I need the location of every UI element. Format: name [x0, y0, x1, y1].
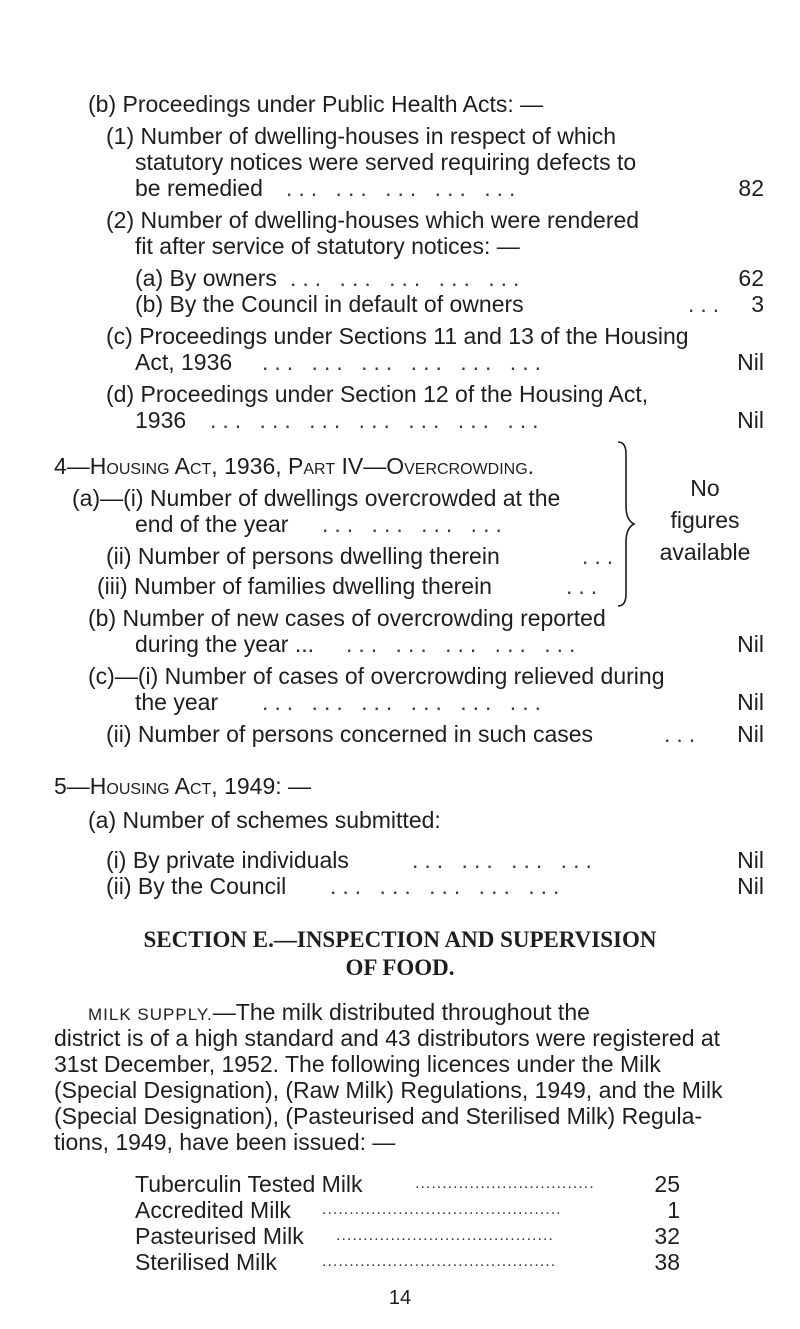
milk-supply-lead: MILK SUPPLY.	[88, 1005, 213, 1024]
milk-supply-line-3: 31st December, 1952. The following licences under the Milk	[54, 1051, 661, 1077]
item-1-line-2: statutory notices were served requiring defects to	[135, 149, 637, 175]
section-4-c-i-line-2: the year	[135, 689, 219, 715]
section-d-line-2: 1936	[135, 407, 187, 433]
item-2a-value: 62	[738, 265, 764, 291]
section-d-value: Nil	[737, 407, 764, 433]
leader-dots: ... ... ... ... ...	[330, 873, 566, 899]
item-2b-label: (b) By the Council in default of owners	[135, 291, 524, 317]
leader-dots: ...........................................	[322, 1253, 557, 1270]
section-4-c-ii-value: Nil	[737, 721, 764, 747]
item-2b-value: 3	[751, 291, 764, 317]
leader-dots: ...	[664, 721, 702, 747]
no-figures-note-line-3: available	[659, 539, 751, 565]
section-e-heading-line-2: OF FOOD.	[345, 955, 455, 980]
item-2a-label: (a) By owners	[135, 265, 277, 291]
section-4-c-i-value: Nil	[737, 689, 764, 715]
section-c-value: Nil	[737, 349, 764, 375]
milk-supply-line-1: MILK SUPPLY.—The milk distributed throughout the	[88, 999, 590, 1025]
section-4-b-line-2: during the year ...	[135, 631, 314, 657]
section-4-b-value: Nil	[737, 631, 764, 657]
milk-supply-line-4: (Special Designation), (Raw Milk) Regulations, 1949, and the Milk	[54, 1077, 723, 1103]
item-1-line-3: be remedied	[135, 175, 263, 201]
section-c-line-2: Act, 1936	[135, 349, 233, 375]
item-2-line-1: (2) Number of dwelling-houses which were rendered	[106, 207, 640, 233]
page-number: 14	[388, 1287, 412, 1309]
milk-supply-line-2: district is of a high standard and 43 distributors were registered at	[54, 1025, 721, 1051]
leader-dots: .................................	[415, 1175, 595, 1192]
leader-dots: ... ... ... ... ...	[290, 265, 526, 291]
leader-dots: ............................................	[322, 1201, 562, 1218]
section-5-i-value: Nil	[737, 847, 764, 873]
no-figures-note-line-2: figures	[670, 507, 740, 533]
item-1-line-1: (1) Number of dwelling-houses in respect of which	[106, 123, 617, 149]
leader-dots: ... ... ... ... ...	[346, 631, 582, 657]
section-b-title: (b) Proceedings under Public Health Acts: —	[88, 91, 544, 117]
milk-supply-line-5: (Special Designation), (Pasteurised and Sterilised Milk) Regula-	[54, 1103, 703, 1129]
leader-dots: ... ... ... ... ...	[286, 175, 522, 201]
leader-dots: ...	[582, 543, 620, 569]
leader-dots: ...	[688, 291, 726, 317]
section-4-c-ii: (ii) Number of persons concerned in such cases	[106, 721, 594, 747]
leader-dots: ... ... ... ...	[412, 847, 598, 873]
section-5-ii-label: (ii) By the Council	[106, 873, 287, 899]
section-4-title: 4—Housing Act, 1936, Part IV—Overcrowding.	[54, 453, 535, 479]
section-4-a-i-line-1: (a)—(i) Number of dwellings overcrowded at the	[72, 485, 561, 511]
section-4-a-ii: (ii) Number of persons dwelling therein	[106, 543, 500, 569]
section-5-title: 5—Housing Act, 1949: —	[54, 773, 312, 799]
leader-dots: ........................................	[336, 1227, 554, 1244]
item-1-value: 82	[738, 175, 764, 201]
section-4-a-iii: (iii) Number of families dwelling therein	[97, 573, 492, 599]
licence-value: 38	[654, 1249, 680, 1275]
section-5-i-label: (i) By private individuals	[106, 847, 349, 873]
leader-dots: ... ... ... ...	[322, 511, 508, 537]
leader-dots: ... ... ... ... ... ... ...	[210, 407, 545, 433]
milk-supply-line-6: tions, 1949, have been issued: —	[54, 1129, 396, 1155]
licence-value: 32	[654, 1223, 680, 1249]
leader-dots: ...	[566, 573, 604, 599]
leader-dots: ... ... ... ... ... ...	[262, 689, 547, 715]
section-4-b-line-1: (b) Number of new cases of overcrowding reported	[88, 605, 606, 631]
licence-label: Sterilised Milk	[135, 1249, 277, 1275]
licence-label: Pasteurised Milk	[135, 1223, 304, 1249]
section-e-heading-line-1: SECTION E.—INSPECTION AND SUPERVISION	[143, 927, 657, 952]
leader-dots: ... ... ... ... ... ...	[262, 349, 547, 375]
section-c-line-1: (c) Proceedings under Sections 11 and 13 of the Housing	[106, 323, 689, 349]
section-5-ii-value: Nil	[737, 873, 764, 899]
licence-value: 1	[667, 1197, 680, 1223]
right-brace	[616, 440, 636, 610]
section-d-line-1: (d) Proceedings under Section 12 of the Housing Act,	[106, 381, 649, 407]
item-2-line-2: fit after service of statutory notices: —	[135, 233, 520, 259]
section-5-a: (a) Number of schemes submitted:	[88, 807, 441, 833]
licence-label: Accredited Milk	[135, 1197, 291, 1223]
no-figures-note-line-1: No	[690, 475, 720, 501]
licence-label: Tuberculin Tested Milk	[135, 1171, 363, 1197]
section-4-c-i-line-1: (c)—(i) Number of cases of overcrowding relieved during	[88, 663, 665, 689]
section-4-a-i-line-2: end of the year	[135, 511, 289, 537]
licence-value: 25	[654, 1171, 680, 1197]
